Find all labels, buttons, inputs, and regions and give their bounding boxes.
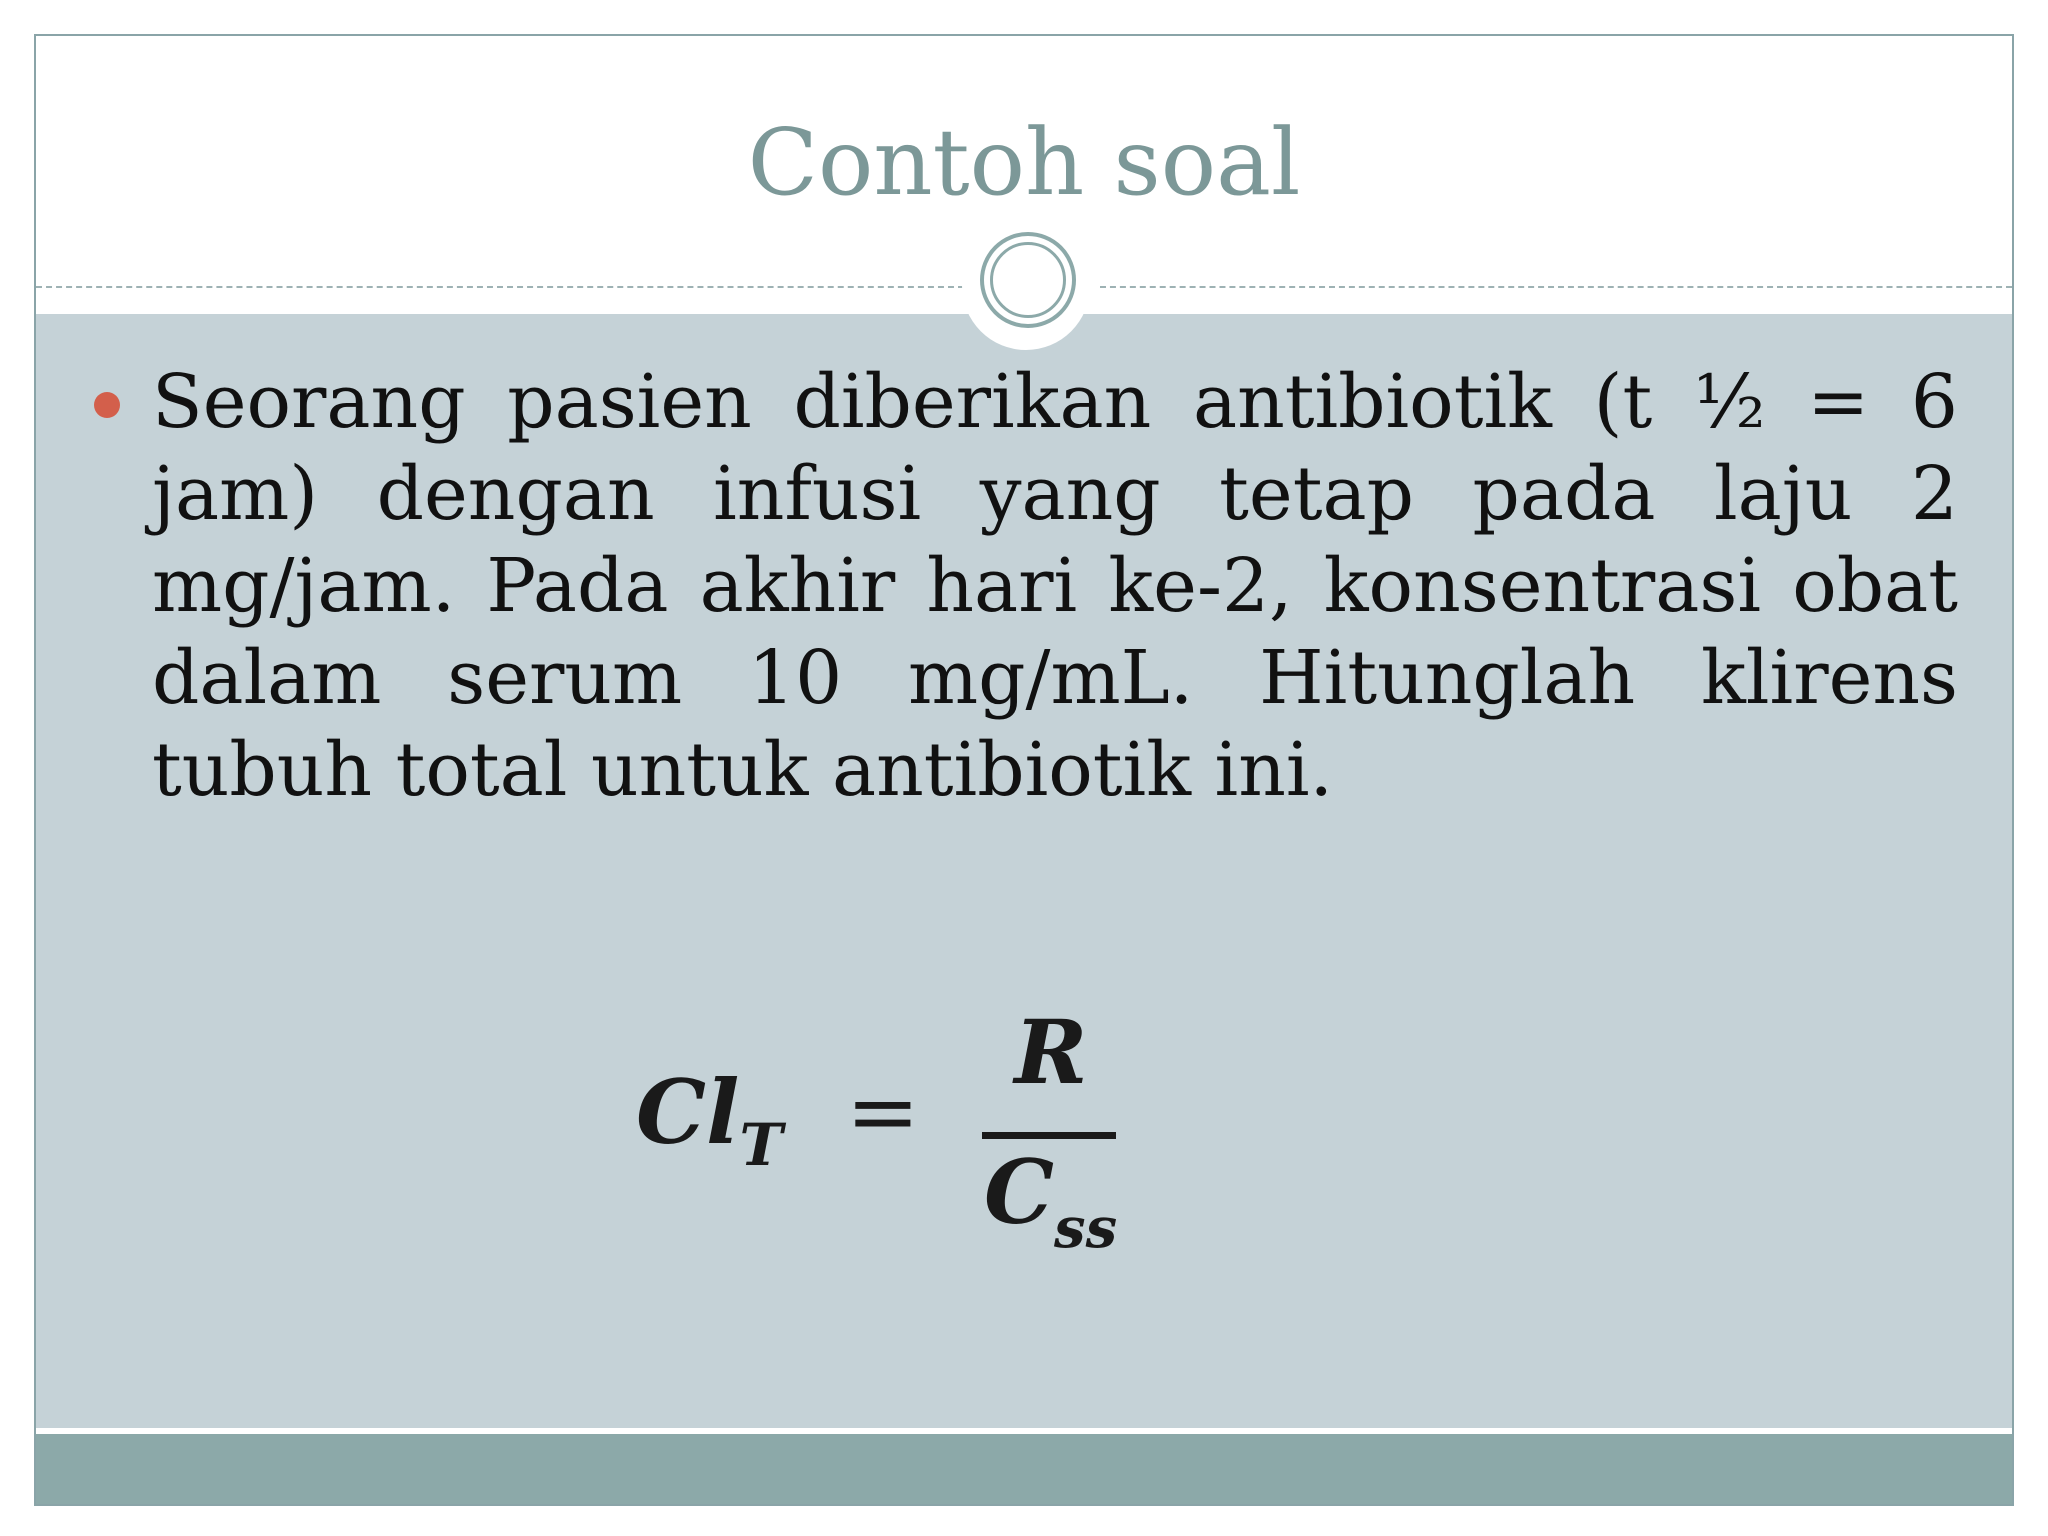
- formula-lhs-subscript: T: [739, 1111, 783, 1179]
- formula-lhs-symbol: Cl: [636, 1060, 740, 1164]
- header-divider-right: [1100, 286, 2012, 288]
- bullet-dot-icon: [94, 392, 120, 418]
- slide-title: Contoh soal: [747, 109, 1301, 216]
- slide: [34, 34, 2014, 1506]
- header-divider-left: [36, 286, 964, 288]
- clearance-formula: [636, 1000, 1156, 1276]
- footer-band: [36, 1434, 2012, 1504]
- formula-denominator: [984, 1140, 1118, 1261]
- formula-fraction-bar: [982, 1132, 1116, 1139]
- formula-denominator-symbol: C: [984, 1140, 1055, 1244]
- formula-equals: =: [846, 1060, 920, 1163]
- formula-lhs: [636, 1060, 783, 1179]
- formula-numerator: R: [1014, 1000, 1088, 1104]
- bullet-text: Seorang pasien diberikan antibiotik (t ½ = 6 jam) dengan infusi yang tetap pada laju 2 mg/jam. Pada akhir hari ke-2, konsentrasi obat dalam serum 10 mg/mL. Hitunglah klirens tubuh total untuk antibiotik ini.: [152, 359, 1958, 813]
- formula-denominator-subscript: ss: [1054, 1195, 1118, 1261]
- circle-ornament-inner-ring: [990, 242, 1066, 318]
